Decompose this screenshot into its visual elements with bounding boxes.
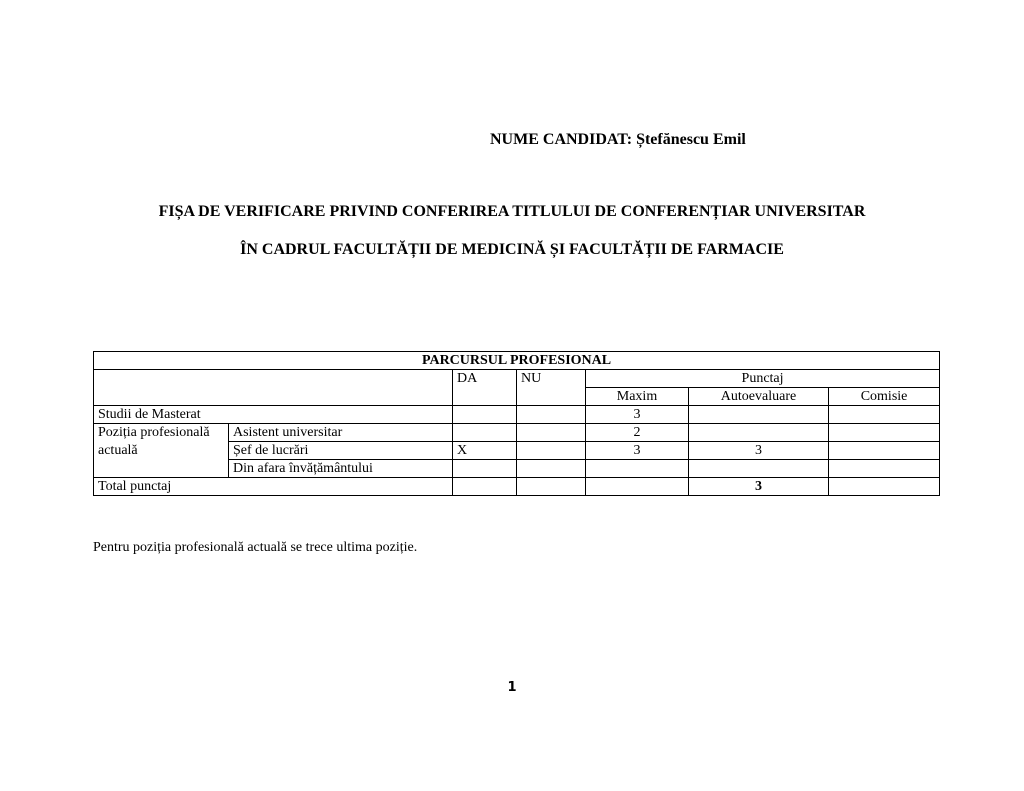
- pozitia-label: Poziția profesională actuală: [94, 424, 229, 478]
- candidate-name: NUME CANDIDAT: Ștefănescu Emil: [490, 131, 746, 148]
- header-autoevaluare: Autoevaluare: [689, 388, 829, 406]
- document-subtitle: ÎN CADRUL FACULTĂȚII DE MEDICINĂ ȘI FACULTĂȚII DE FARMACIE: [240, 241, 784, 258]
- total-da: [453, 478, 517, 496]
- row-nu: [517, 424, 586, 442]
- total-label: Total punctaj: [94, 478, 453, 496]
- table-header-row: [94, 370, 940, 388]
- studii-da: [453, 406, 517, 424]
- header-empty-cell: [94, 370, 453, 406]
- header-maxim: Maxim: [586, 388, 689, 406]
- row-label: Asistent universitar: [229, 424, 453, 442]
- row-label: Din afara învățământului: [229, 460, 453, 478]
- row-da: X: [453, 442, 517, 460]
- table-total-row: [94, 478, 940, 496]
- row-label: Șef de lucrări: [229, 442, 453, 460]
- total-maxim: [586, 478, 689, 496]
- header-punctaj: Punctaj: [586, 370, 940, 388]
- row-comisie: [829, 442, 940, 460]
- row-comisie: [829, 424, 940, 442]
- row-autoevaluare: [689, 424, 829, 442]
- row-comisie: [829, 460, 940, 478]
- row-autoevaluare: 3: [689, 442, 829, 460]
- row-maxim: 2: [586, 424, 689, 442]
- row-maxim: [586, 460, 689, 478]
- studii-autoevaluare: [689, 406, 829, 424]
- total-value: 3: [689, 478, 829, 496]
- total-nu: [517, 478, 586, 496]
- studii-label: Studii de Masterat: [94, 406, 453, 424]
- row-maxim: 3: [586, 442, 689, 460]
- studii-nu: [517, 406, 586, 424]
- header-nu: NU: [517, 370, 586, 406]
- section-title: PARCURSUL PROFESIONAL: [94, 352, 940, 370]
- row-autoevaluare: [689, 460, 829, 478]
- total-comisie: [829, 478, 940, 496]
- table-row: [94, 424, 940, 442]
- table-title-row: [94, 352, 940, 370]
- row-nu: [517, 442, 586, 460]
- header-comisie: Comisie: [829, 388, 940, 406]
- studii-comisie: [829, 406, 940, 424]
- row-da: [453, 424, 517, 442]
- document-title: FIȘA DE VERIFICARE PRIVIND CONFERIREA TITLULUI DE CONFERENȚIAR UNIVERSITAR: [158, 203, 866, 220]
- table-row: [94, 406, 940, 424]
- footnote: Pentru poziția profesională actuală se trece ultima poziție.: [93, 540, 418, 555]
- studii-maxim: 3: [586, 406, 689, 424]
- page-number: 1: [507, 680, 517, 695]
- header-da: DA: [453, 370, 517, 406]
- row-nu: [517, 460, 586, 478]
- row-da: [453, 460, 517, 478]
- professional-path-table: [93, 351, 940, 496]
